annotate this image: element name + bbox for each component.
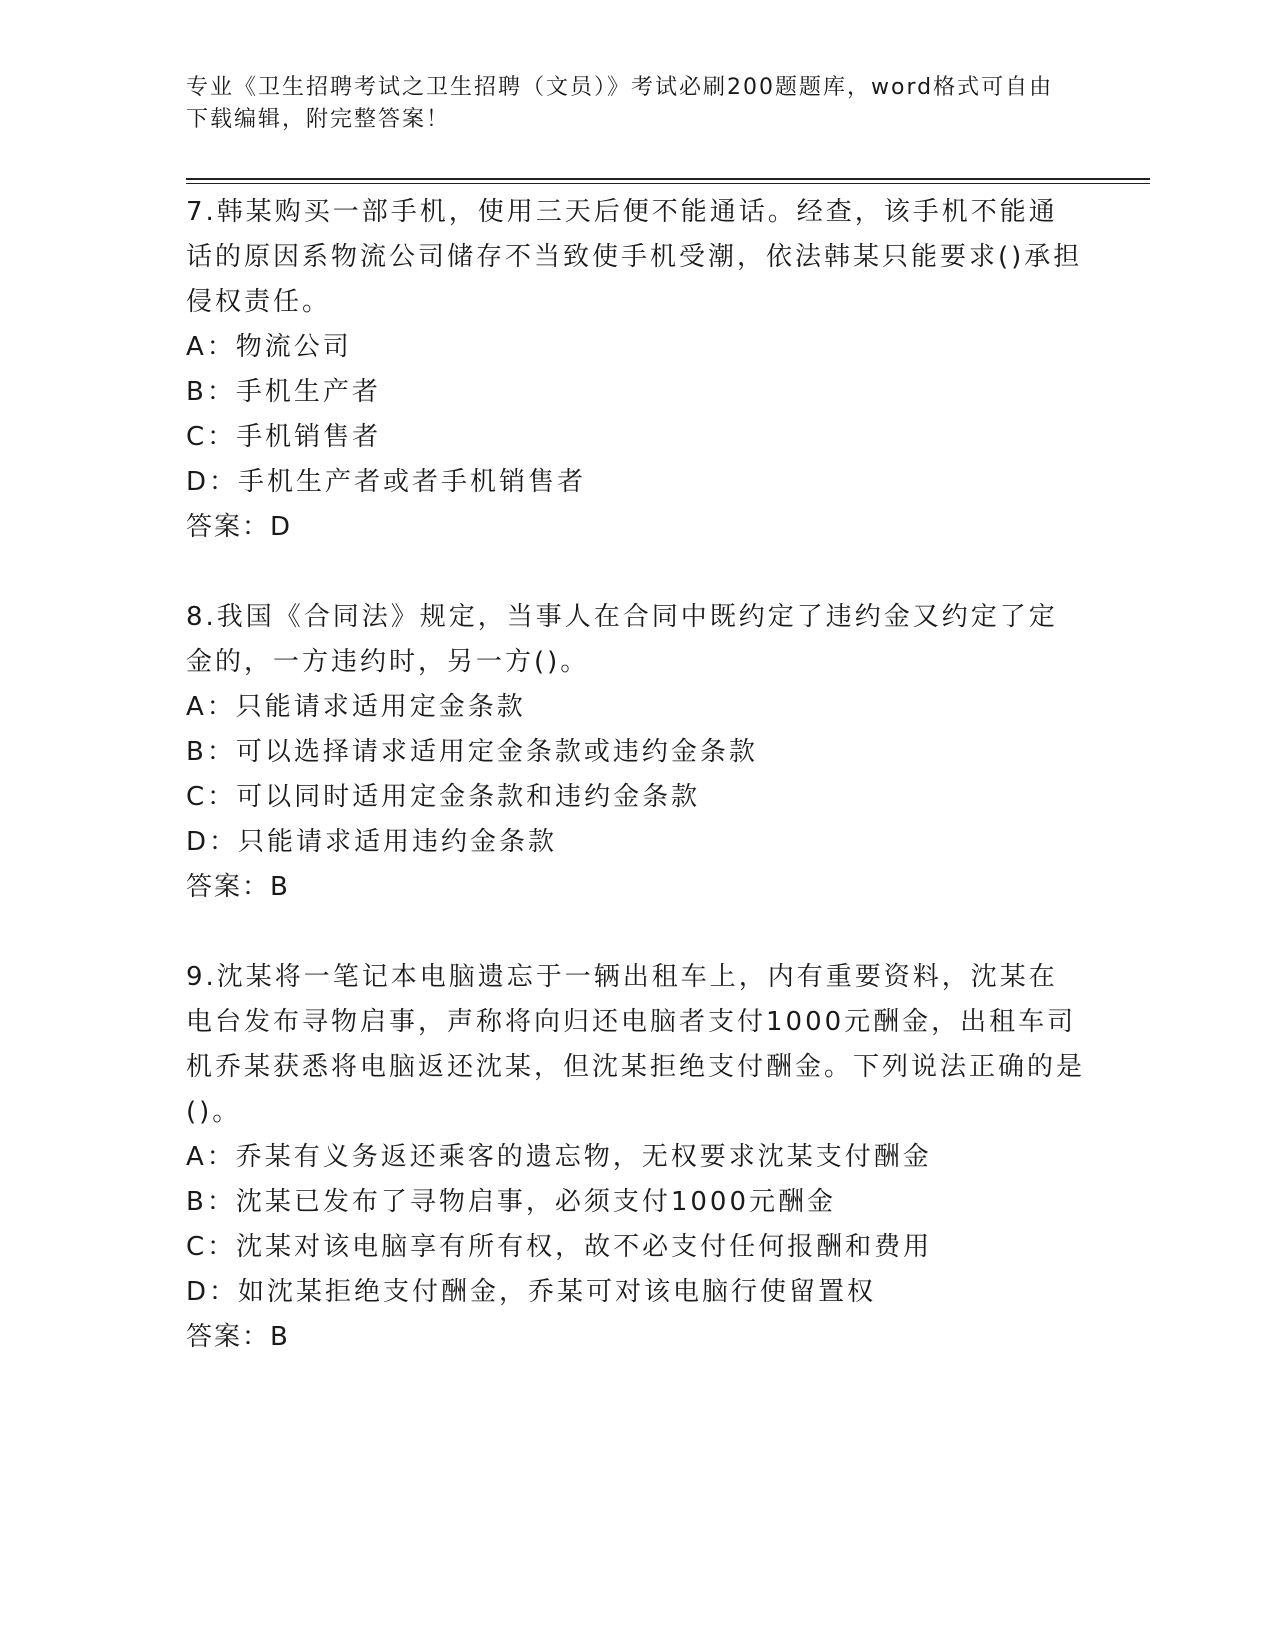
option-c: C：沈某对该电脑享有所有权，故不必支付任何报酬和费用 bbox=[186, 1232, 933, 1262]
answer: 答案：B bbox=[186, 872, 290, 902]
header-rule-thick bbox=[186, 178, 1150, 180]
question-stem: 7.韩某购买一部手机，使用三天后便不能通话。经查，该手机不能通话的原因系物流公司储存不当致使手机受潮，依法韩某只能要求()承担侵权责任。 bbox=[186, 197, 1083, 317]
document-header: 专业《卫生招聘考试之卫生招聘（文员）》考试必刷200题题库，word格式可自由下载编辑，附完整答案！ bbox=[186, 75, 1054, 132]
option-a: A：乔某有义务返还乘客的遗忘物，无权要求沈某支付酬金 bbox=[186, 1142, 932, 1172]
option-d: D：只能请求适用违约金条款 bbox=[186, 827, 558, 857]
answer: 答案：D bbox=[186, 512, 293, 542]
option-a: A：物流公司 bbox=[186, 332, 352, 362]
question-stem: 9.沈某将一笔记本电脑遗忘于一辆出租车上，内有重要资料，沈某在电台发布寻物启事，声称将向归还电脑者支付1000元酬金，出租车司机乔某获悉将电脑返还沈某，但沈某拒绝支付酬金。下列说法正确的是()。 bbox=[186, 962, 1086, 1127]
option-d: D：如沈某拒绝支付酬金，乔某可对该电脑行使留置权 bbox=[186, 1277, 877, 1307]
option-b: B：沈某已发布了寻物启事，必须支付1000元酬金 bbox=[186, 1187, 837, 1217]
question-8 bbox=[186, 595, 1086, 910]
option-a: A：只能请求适用定金条款 bbox=[186, 692, 526, 722]
question-stem: 8.我国《合同法》规定，当事人在合同中既约定了违约金又约定了定金的，一方违约时，另一方()。 bbox=[186, 602, 1058, 677]
header-rule-thin bbox=[186, 183, 1150, 184]
option-c: C：可以同时适用定金条款和违约金条款 bbox=[186, 782, 701, 812]
option-d: D：手机生产者或者手机销售者 bbox=[186, 467, 587, 497]
question-list bbox=[186, 190, 1086, 1360]
option-b: B：手机生产者 bbox=[186, 377, 381, 407]
option-c: C：手机销售者 bbox=[186, 422, 382, 452]
question-7 bbox=[186, 190, 1086, 550]
question-9 bbox=[186, 955, 1086, 1360]
answer: 答案：B bbox=[186, 1322, 290, 1352]
option-b: B：可以选择请求适用定金条款或违约金条款 bbox=[186, 737, 758, 767]
